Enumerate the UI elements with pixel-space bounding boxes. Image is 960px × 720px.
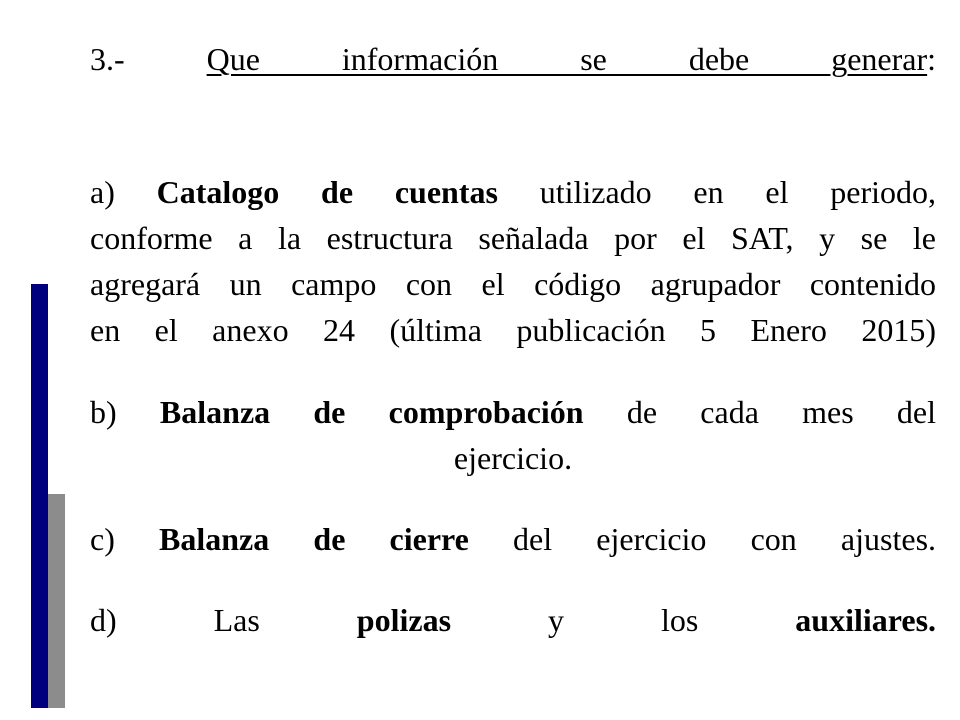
item-d-line-1 xyxy=(90,597,936,643)
item-a-bold: Catalogo de cuentas xyxy=(156,174,498,210)
slide-content xyxy=(90,36,936,643)
item-d-word-los: los xyxy=(660,602,699,638)
item-d-word-y: y xyxy=(548,602,564,638)
item-a-line-1 xyxy=(90,169,936,215)
item-a-line-3: agregará un campo con el código agrupador contenido xyxy=(90,266,936,302)
item-c-text: del ejercicio con ajustes. xyxy=(513,521,937,557)
item-b-balanza-comprobacion xyxy=(90,389,936,481)
heading-colon: : xyxy=(927,41,936,77)
accent-bar-navy xyxy=(31,284,48,708)
item-d-polizas-auxiliares xyxy=(90,597,936,643)
slide-heading xyxy=(90,36,936,82)
item-d-word-las: Las xyxy=(213,602,260,638)
heading-number: 3.- xyxy=(90,41,125,77)
item-d-bold-auxiliares: auxiliares. xyxy=(795,602,937,638)
item-b-text-1: de cada mes del xyxy=(626,394,937,430)
item-c-bold: Balanza de cierre xyxy=(159,521,469,557)
item-b-bold: Balanza de comprobación xyxy=(159,394,584,430)
item-b-line-2: ejercicio. xyxy=(453,440,573,476)
item-a-line-4: en el anexo 24 (última publicación 5 Enero 2015) xyxy=(90,312,936,348)
accent-bar-gray xyxy=(48,494,65,708)
heading-underlined-text: Que información se debe generar xyxy=(206,41,928,77)
item-d-marker: d) xyxy=(90,602,117,638)
item-c-marker: c) xyxy=(90,521,115,557)
item-c-balanza-cierre xyxy=(90,516,936,562)
item-a-marker: a) xyxy=(90,174,115,210)
item-b-line-1 xyxy=(90,389,936,435)
item-a-line-2: conforme a la estructura señalada por el SAT, y se le xyxy=(90,220,936,256)
item-a-text-1: utilizado en el periodo, xyxy=(539,174,936,210)
item-b-marker: b) xyxy=(90,394,117,430)
item-c-line-1 xyxy=(90,516,936,562)
item-d-bold-polizas: polizas xyxy=(356,602,452,638)
item-a-catalogo xyxy=(90,169,936,353)
